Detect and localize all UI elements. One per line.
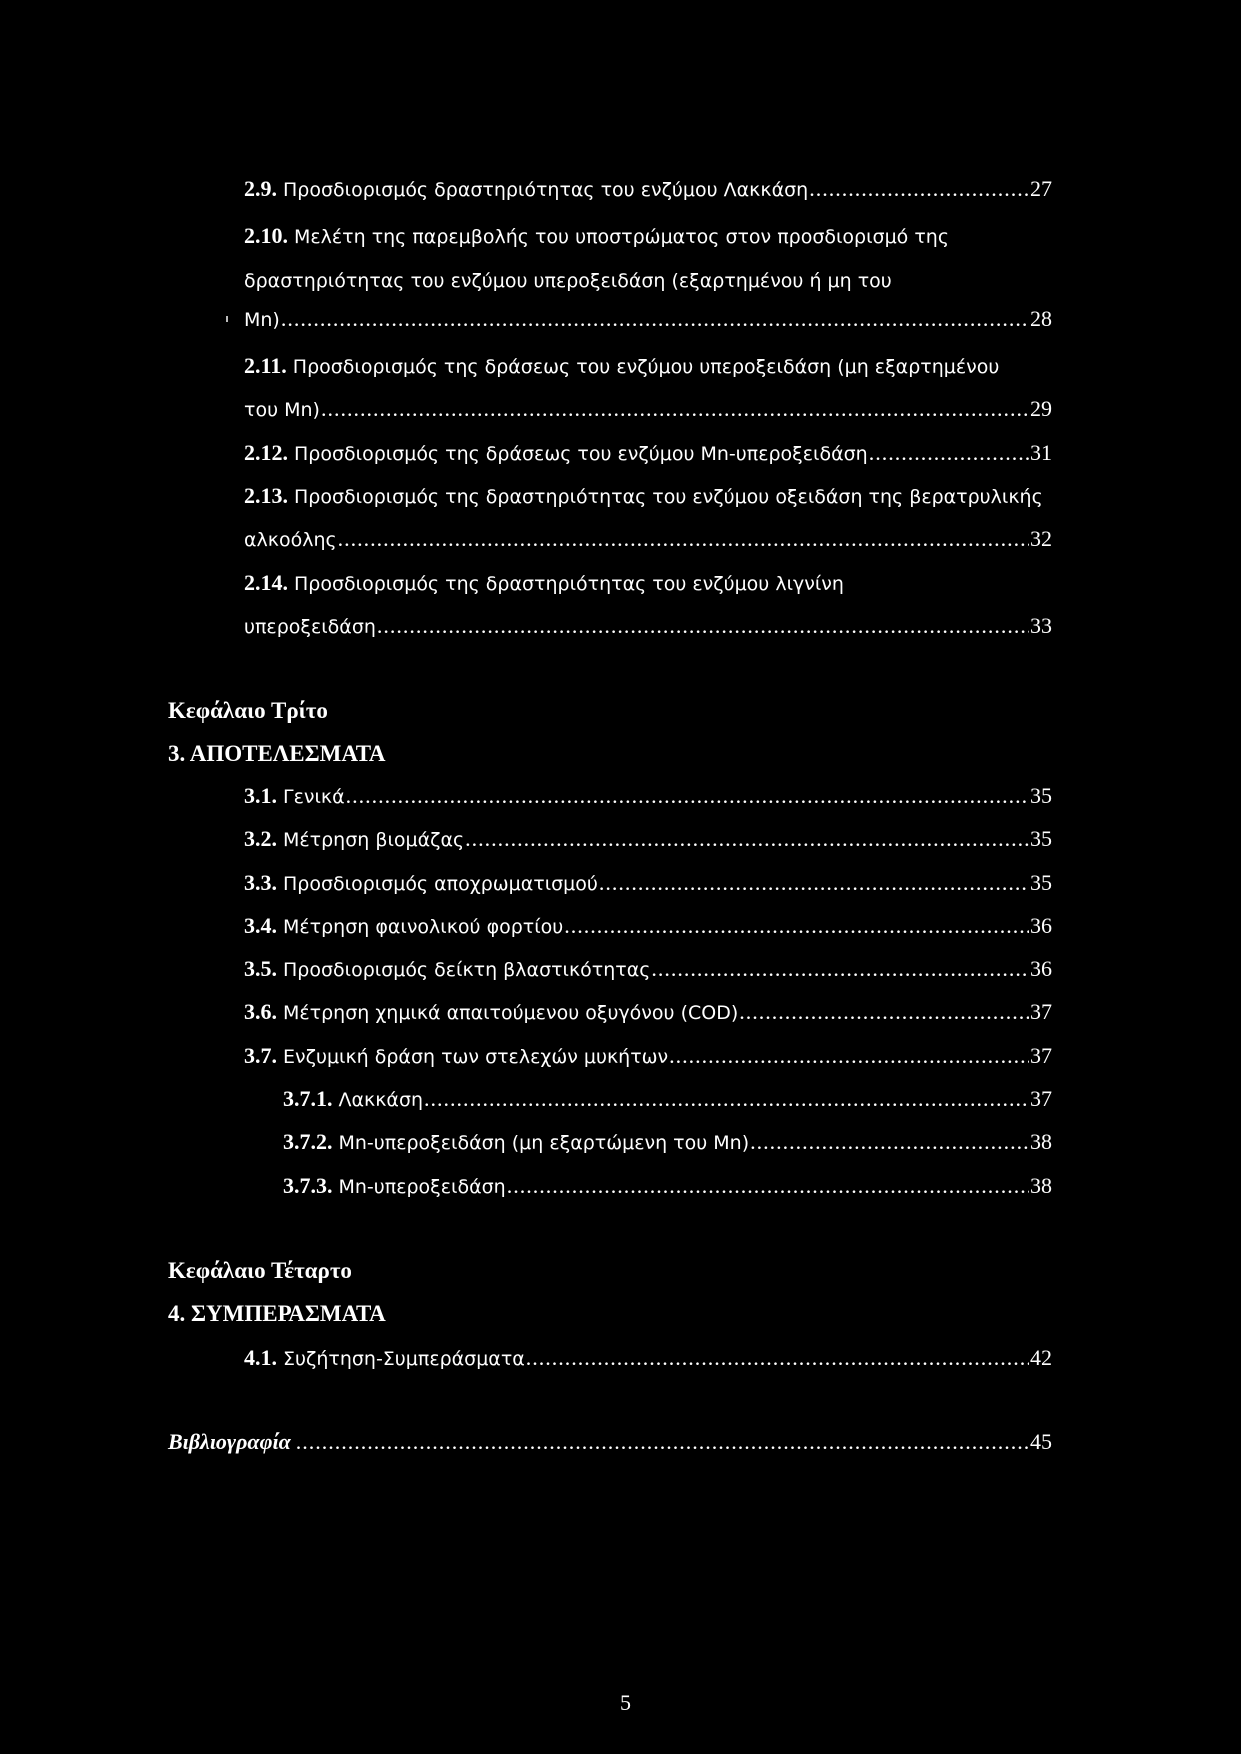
entry-title: Προσδιορισμός δραστηριότητας του ενζύμου Λακκάση bbox=[283, 179, 809, 201]
page-number: 5 bbox=[620, 1690, 631, 1715]
entry-title-line-1: Προσδιορισμός της δραστηριότητας του ενζύμου οξειδάση της βερατρυλικής bbox=[294, 486, 1043, 508]
entry-page: 35 bbox=[1030, 826, 1052, 851]
entry-title: Προσδιορισμός δείκτη βλαστικότητας bbox=[283, 959, 651, 981]
entry-page: 38 bbox=[1030, 1129, 1052, 1154]
entry-title: Προσδιορισμός της δράσεως του ενζύμου Mn-υπεροξειδάση bbox=[294, 443, 868, 465]
entry-page: 36 bbox=[1030, 956, 1052, 981]
entry-page: 37 bbox=[1030, 1086, 1052, 1111]
toc-entry-2-9 bbox=[244, 176, 1052, 202]
entry-page: 37 bbox=[1030, 1043, 1052, 1068]
toc-entry-3-5 bbox=[244, 956, 1052, 982]
entry-page: 38 bbox=[1030, 1173, 1052, 1198]
leader-dots bbox=[296, 1429, 1029, 1455]
entry-title: Λακκάση bbox=[338, 1089, 424, 1111]
toc-entry-4-1 bbox=[244, 1345, 1052, 1371]
toc-entry-3-2 bbox=[244, 826, 1052, 852]
entry-page: 35 bbox=[1030, 783, 1052, 808]
leader-dots bbox=[669, 1043, 1029, 1069]
entry-title: Μέτρηση βιομάζας bbox=[283, 829, 465, 851]
entry-title-line-2: υπεροξειδάση bbox=[244, 616, 376, 638]
entry-number: 3.3. bbox=[244, 870, 277, 895]
chapter-3-label: Κεφάλαιο Τρίτο bbox=[168, 698, 328, 723]
entry-number: 2.9. bbox=[244, 176, 277, 201]
leader-dots bbox=[377, 613, 1029, 639]
entry-number: 4.1. bbox=[244, 1345, 277, 1370]
toc-entry-3-1 bbox=[244, 783, 1052, 809]
leader-dots bbox=[526, 1345, 1029, 1371]
toc-entry-2-12 bbox=[244, 440, 1052, 466]
toc-entry-3-6 bbox=[244, 999, 1052, 1025]
entry-number: 2.11. bbox=[244, 353, 287, 378]
entry-title-line-2: αλκοόλης bbox=[244, 529, 337, 551]
toc-entry-3-4 bbox=[244, 913, 1052, 939]
toc-entry-3-7-2 bbox=[283, 1129, 1052, 1155]
entry-page: 32 bbox=[1030, 526, 1052, 551]
entry-number: 2.13. bbox=[244, 483, 288, 508]
entry-title-line-1: Προσδιορισμός της δραστηριότητας του ενζύμου λιγνίνη bbox=[294, 573, 844, 595]
entry-title: Mn-υπεροξειδάση bbox=[338, 1176, 506, 1198]
entry-number: 2.10. bbox=[244, 223, 288, 248]
scan-mark bbox=[226, 316, 228, 322]
entry-title-line-3: Mn) bbox=[244, 309, 280, 331]
entry-page: 45 bbox=[1030, 1429, 1052, 1454]
entry-number: 2.12. bbox=[244, 440, 288, 465]
entry-number: 3.7.1. bbox=[283, 1086, 333, 1111]
leader-dots bbox=[599, 870, 1029, 896]
leader-dots bbox=[424, 1086, 1029, 1112]
chapter-4-title: 4. ΣΥΜΠΕΡΑΣΜΑΤΑ bbox=[168, 1301, 386, 1326]
entry-title: Μέτρηση χημικά απαιτούμενου οξυγόνου (COD) bbox=[283, 1002, 739, 1024]
leader-dots bbox=[739, 999, 1029, 1025]
entry-number: 2.14. bbox=[244, 570, 288, 595]
chapter-4-label: Κεφάλαιο Τέταρτο bbox=[168, 1258, 352, 1283]
chapter-3-title: 3. ΑΠΟΤΕΛΕΣΜΑΤΑ bbox=[168, 741, 386, 766]
entry-title: Ενζυμική δράση των στελεχών μυκήτων bbox=[283, 1046, 669, 1068]
entry-number: 3.6. bbox=[244, 999, 277, 1024]
entry-page: 28 bbox=[1030, 306, 1052, 331]
entry-title: Συζήτηση-Συμπεράσματα bbox=[283, 1348, 525, 1370]
toc-entry-3-3 bbox=[244, 870, 1052, 896]
entry-number: 3.2. bbox=[244, 826, 277, 851]
entry-number: 3.1. bbox=[244, 783, 277, 808]
toc-entry-3-7-3 bbox=[283, 1173, 1052, 1199]
entry-title: Βιβλιογραφία bbox=[168, 1429, 291, 1454]
leader-dots bbox=[338, 526, 1029, 552]
leader-dots bbox=[564, 913, 1029, 939]
entry-number: 3.4. bbox=[244, 913, 277, 938]
leader-dots bbox=[281, 306, 1029, 332]
entry-title-line-1: Μελέτη της παρεμβολής του υποστρώματος στον προσδιορισμό της bbox=[294, 226, 949, 248]
entry-title-line-2: δραστηριότητας του ενζύμου υπεροξειδάση (εξαρτημένου ή μη του bbox=[244, 270, 892, 292]
entry-page: 36 bbox=[1030, 913, 1052, 938]
entry-page: 27 bbox=[1030, 176, 1052, 201]
entry-page: 35 bbox=[1030, 870, 1052, 895]
leader-dots bbox=[507, 1173, 1029, 1199]
entry-page: 42 bbox=[1030, 1345, 1052, 1370]
entry-page: 33 bbox=[1030, 613, 1052, 638]
toc-entry-3-7-1 bbox=[283, 1086, 1052, 1112]
entry-title: Μέτρηση φαινολικού φορτίου bbox=[283, 916, 564, 938]
entry-number: 3.7.3. bbox=[283, 1173, 333, 1198]
leader-dots bbox=[809, 176, 1029, 202]
entry-page: 31 bbox=[1030, 440, 1052, 465]
leader-dots bbox=[651, 956, 1029, 982]
leader-dots bbox=[346, 783, 1029, 809]
leader-dots bbox=[869, 440, 1029, 466]
entry-title: Προσδιορισμός αποχρωματισμού bbox=[283, 873, 598, 895]
leader-dots bbox=[465, 826, 1029, 852]
entry-title-line-1: Προσδιορισμός της δράσεως του ενζύμου υπεροξειδάση (μη εξαρτημένου bbox=[292, 356, 1000, 378]
entry-page: 29 bbox=[1030, 396, 1052, 421]
entry-title-line-2: του Mn) bbox=[244, 399, 320, 421]
entry-title: Mn-υπεροξειδάση (μη εξαρτώμενη του Mn) bbox=[338, 1132, 750, 1154]
toc-entry-bibliography bbox=[168, 1429, 1052, 1455]
entry-title: Γενικά bbox=[283, 786, 345, 808]
entry-number: 3.5. bbox=[244, 956, 277, 981]
toc-entry-3-7 bbox=[244, 1043, 1052, 1069]
entry-number: 3.7.2. bbox=[283, 1129, 333, 1154]
entry-page: 37 bbox=[1030, 999, 1052, 1024]
leader-dots bbox=[750, 1129, 1029, 1155]
leader-dots bbox=[321, 396, 1029, 422]
entry-number: 3.7. bbox=[244, 1043, 277, 1068]
